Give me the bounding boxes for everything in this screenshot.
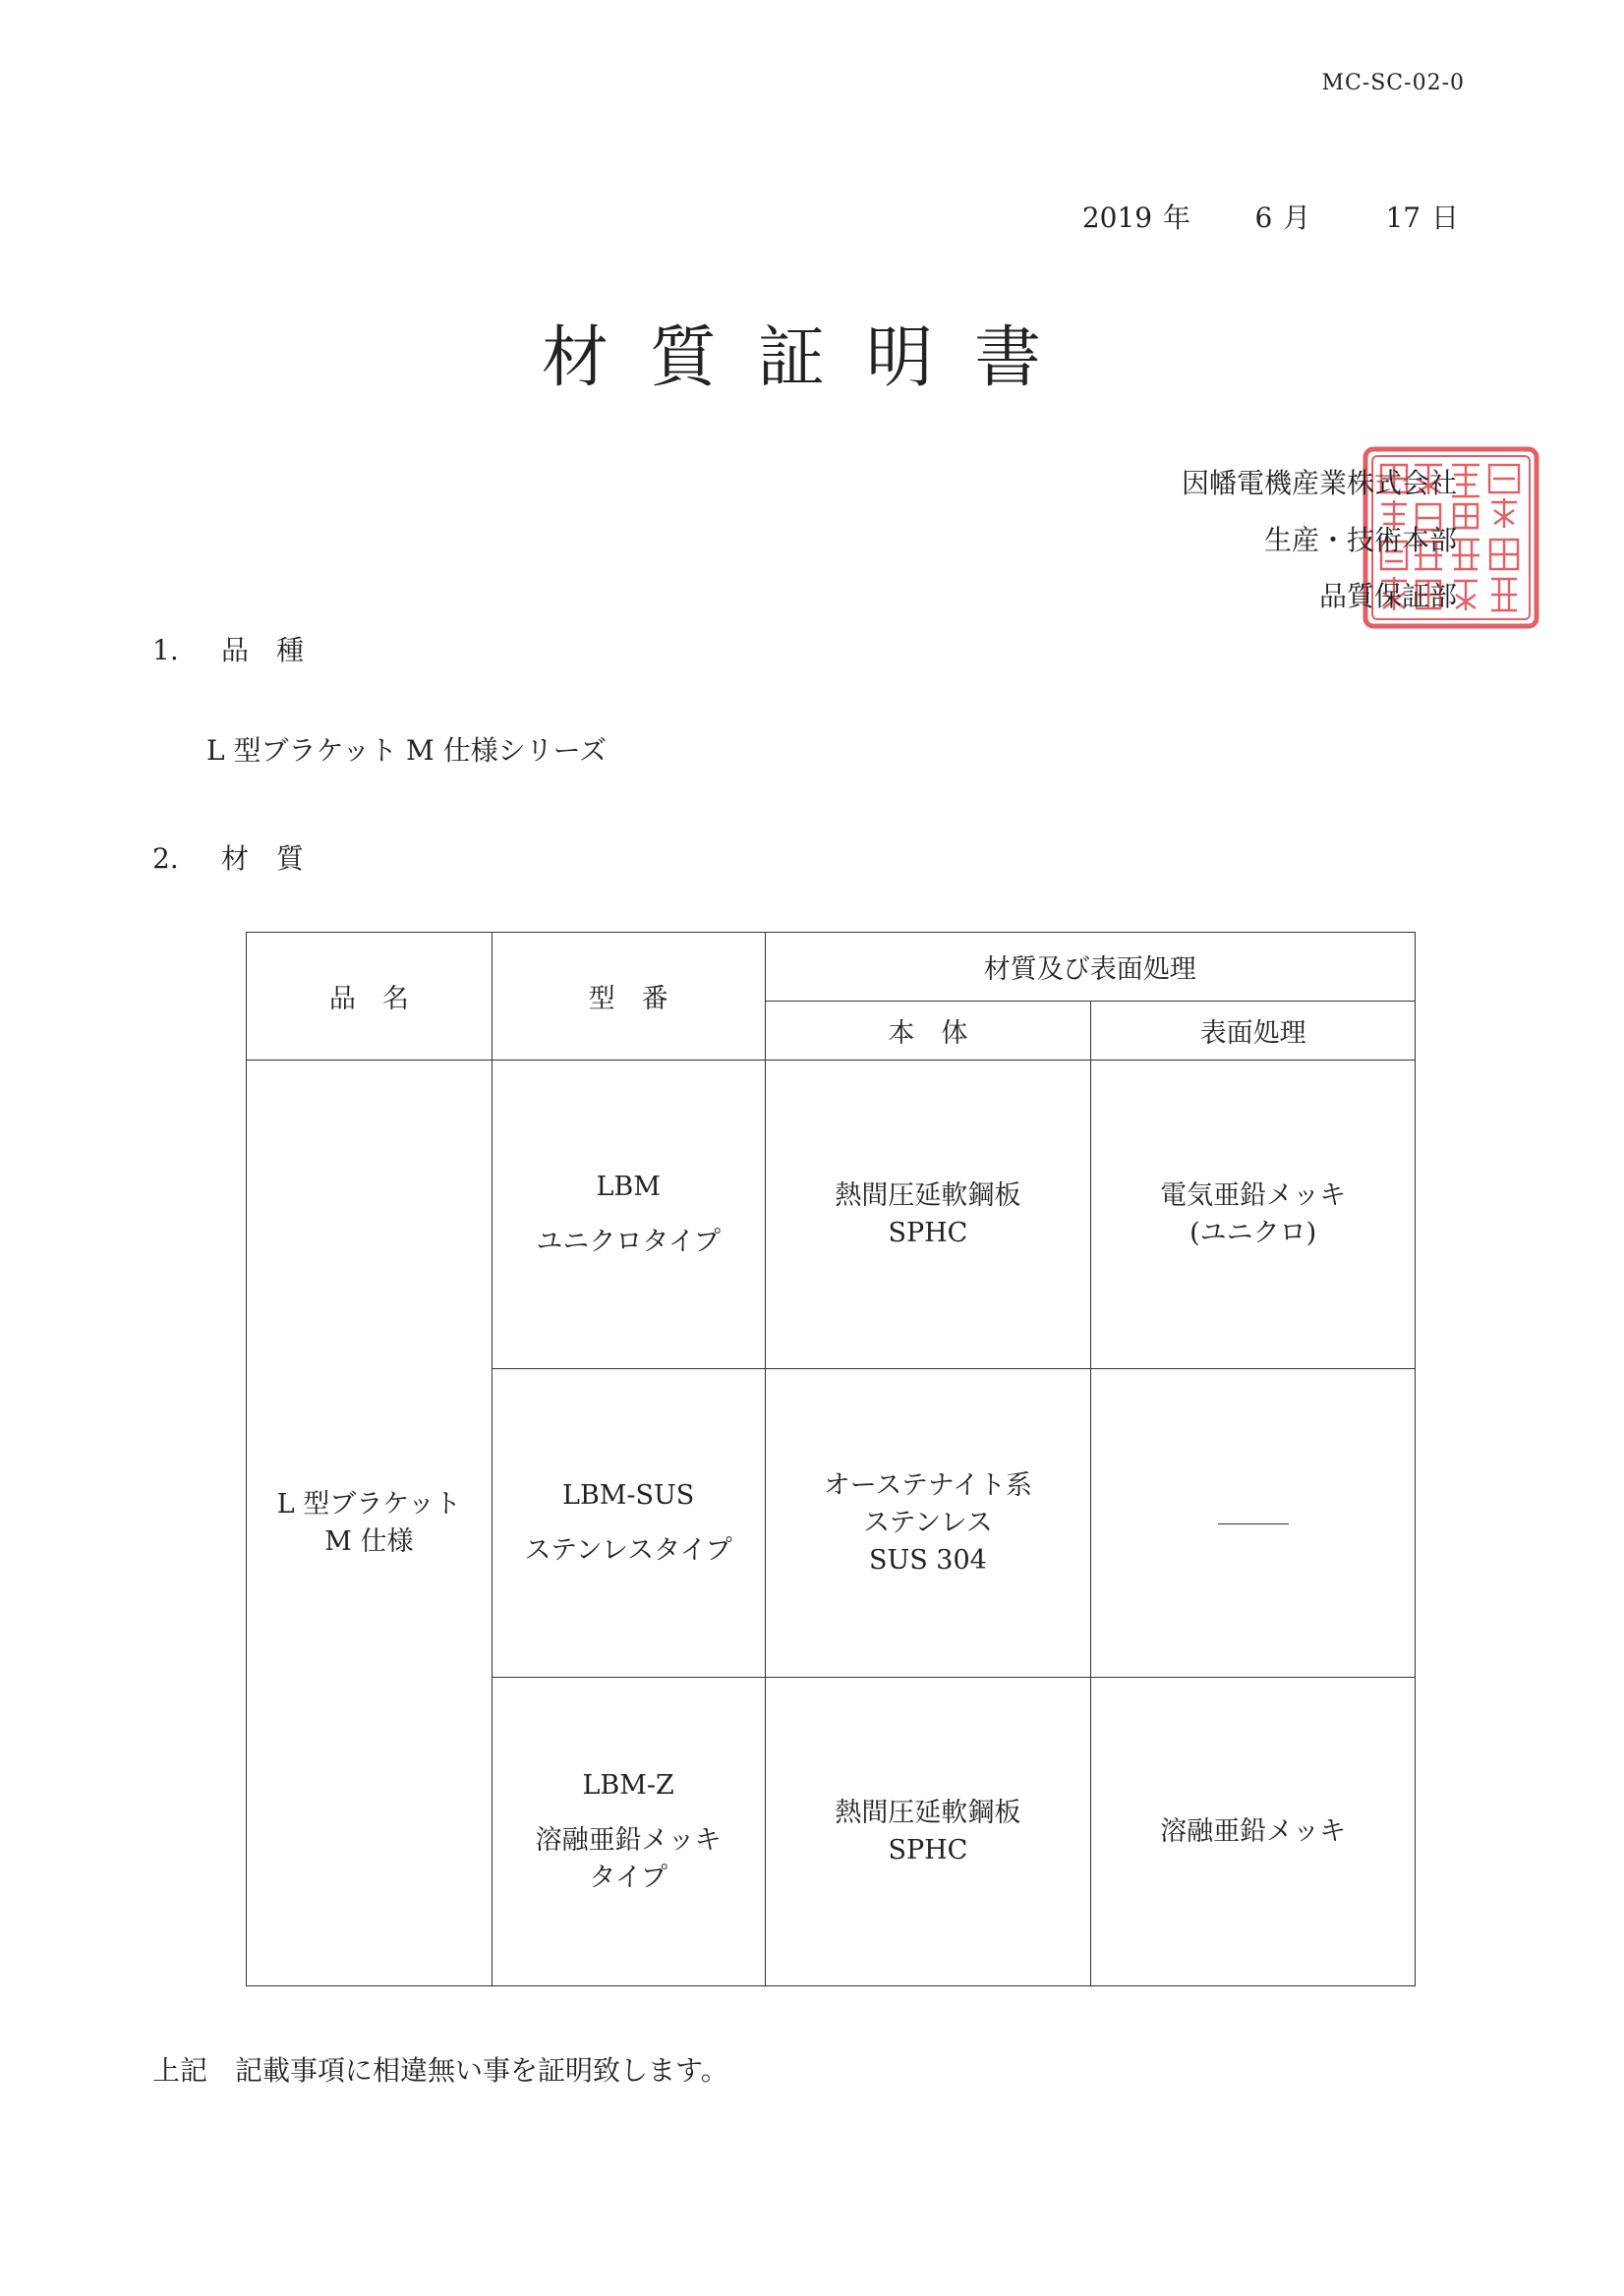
- model-type-line: 溶融亜鉛メッキ: [535, 1824, 722, 1856]
- date-month: 6 月: [1254, 201, 1311, 234]
- issuer-department: 品質保証部: [1318, 580, 1457, 612]
- model-number: LBM-Z: [582, 1769, 674, 1801]
- section-label: 品 種: [221, 634, 305, 666]
- model-type-line: タイプ: [589, 1862, 667, 1893]
- section-item-heading: [152, 629, 304, 668]
- model-number: LBM: [596, 1171, 661, 1202]
- body-material-cell: [765, 1061, 1091, 1369]
- surface-treatment-line: (ユニクロ): [1189, 1217, 1317, 1248]
- header-body: 本 体: [765, 1002, 1091, 1061]
- model-type-line: ステンレスタイプ: [524, 1534, 732, 1566]
- certification-statement: 上記 記載事項に相違無い事を証明致します。: [152, 2054, 728, 2087]
- surface-treatment-line: 電気亜鉛メッキ: [1160, 1179, 1347, 1211]
- body-material-cell: [765, 1369, 1091, 1678]
- item-value: L 型ブラケット M 仕様シリーズ: [206, 734, 608, 767]
- date-year: 2019 年: [1081, 201, 1191, 234]
- header-surface: 表面処理: [1091, 1002, 1416, 1061]
- issue-date: [1082, 197, 1459, 236]
- body-material-line: SPHC: [888, 1217, 968, 1248]
- product-name-cell: [247, 1061, 493, 1986]
- body-material-line: ステンレス: [863, 1507, 993, 1538]
- model-cell: [492, 1061, 765, 1369]
- not-applicable-dash: [1218, 1523, 1289, 1524]
- header-product-name: 品 名: [247, 933, 493, 1061]
- page-title: 材質証明書: [541, 319, 1082, 397]
- section-material-heading: [152, 837, 304, 877]
- header-material-group: 材質及び表面処理: [765, 933, 1415, 1002]
- model-number: LBM-SUS: [562, 1479, 695, 1511]
- surface-treatment-cell: [1091, 1678, 1416, 1986]
- product-name-line: L 型ブラケット: [276, 1488, 461, 1520]
- product-name-line: M 仕様: [324, 1525, 414, 1557]
- surface-treatment-cell: [1091, 1369, 1416, 1678]
- section-label: 材 質: [221, 842, 305, 875]
- model-cell: [492, 1369, 765, 1678]
- section-number: 2.: [152, 842, 179, 875]
- model-type-line: ユニクロタイプ: [536, 1226, 721, 1257]
- surface-treatment-line: 溶融亜鉛メッキ: [1160, 1815, 1347, 1847]
- document-code: MC-SC-02-0: [1321, 71, 1465, 95]
- date-day: 17 日: [1385, 201, 1459, 234]
- body-material-cell: [765, 1678, 1091, 1986]
- section-number: 1.: [152, 634, 179, 666]
- issuer-company: 因幡電機産業株式会社: [1181, 467, 1457, 499]
- material-table: [246, 932, 1416, 1986]
- surface-treatment-cell: [1091, 1061, 1416, 1369]
- body-material-line: オーステナイト系: [823, 1469, 1033, 1501]
- body-material-line: 熱間圧延軟鋼板: [835, 1179, 1021, 1211]
- table-row: [247, 1061, 1416, 1369]
- body-material-line: SUS 304: [868, 1544, 987, 1576]
- model-cell: [492, 1678, 765, 1986]
- issuer-division: 生産・技術本部: [1263, 524, 1457, 556]
- body-material-line: SPHC: [888, 1834, 968, 1866]
- body-material-line: 熱間圧延軟鋼板: [835, 1797, 1021, 1828]
- header-model-no: 型 番: [492, 933, 765, 1061]
